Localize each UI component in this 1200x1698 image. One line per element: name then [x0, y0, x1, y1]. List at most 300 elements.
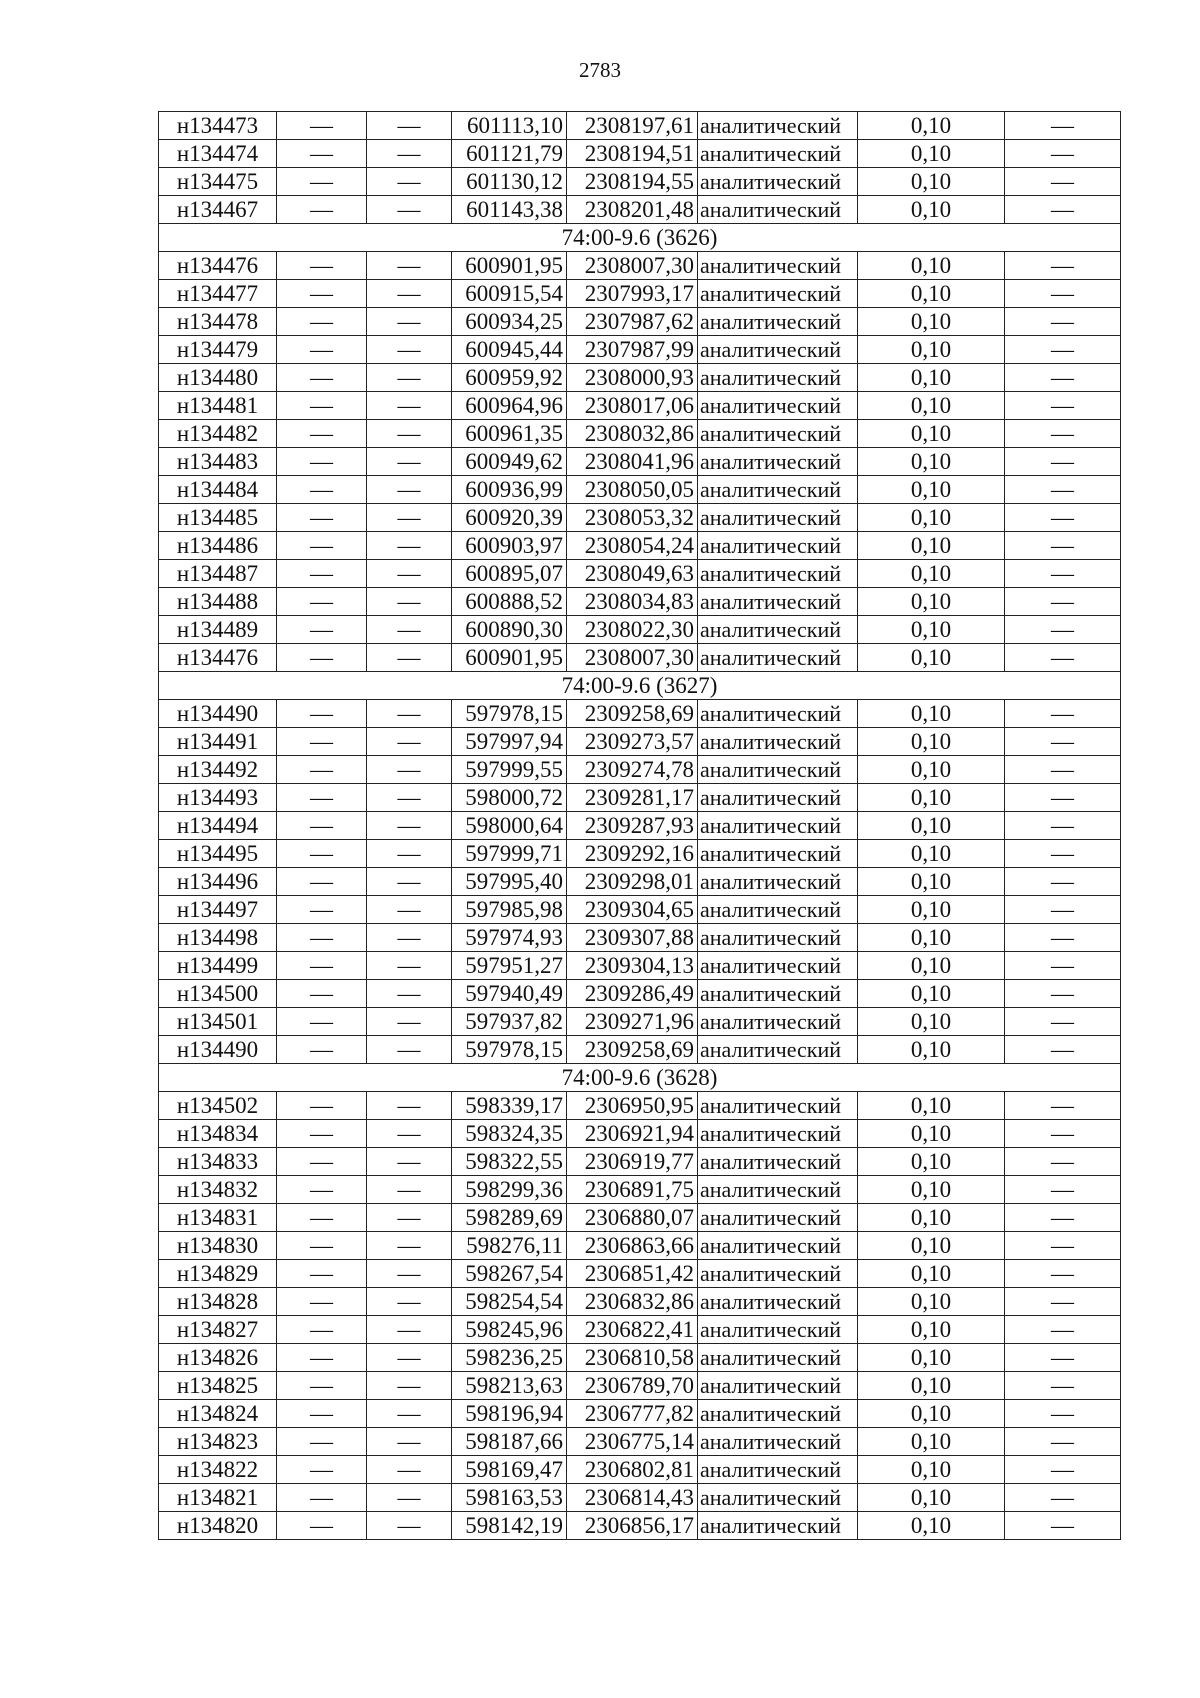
method-cell: аналитический — [698, 392, 858, 420]
point-cell: н134486 — [159, 532, 277, 560]
table-row — [159, 476, 1121, 504]
x-cell: 597997,94 — [452, 728, 567, 756]
y-cell: 2309274,78 — [567, 756, 698, 784]
y-cell: 2306802,81 — [567, 1456, 698, 1484]
table-row — [159, 980, 1121, 1008]
dash-cell: — — [277, 1344, 367, 1372]
method-cell: аналитический — [698, 1288, 858, 1316]
dash-cell: — — [367, 924, 452, 952]
x-cell: 601121,79 — [452, 140, 567, 168]
table-row — [159, 924, 1121, 952]
accuracy-cell: 0,10 — [858, 1232, 1005, 1260]
point-cell: н134474 — [159, 140, 277, 168]
table-row — [159, 196, 1121, 224]
table-row — [159, 560, 1121, 588]
point-cell: н134483 — [159, 448, 277, 476]
dash-cell: — — [367, 448, 452, 476]
point-cell: н134478 — [159, 308, 277, 336]
table-row — [159, 1428, 1121, 1456]
accuracy-cell: 0,10 — [858, 1484, 1005, 1512]
accuracy-cell: 0,10 — [858, 420, 1005, 448]
dash-cell: — — [367, 532, 452, 560]
dash-cell: — — [277, 252, 367, 280]
accuracy-cell: 0,10 — [858, 840, 1005, 868]
dash-cell: — — [277, 868, 367, 896]
x-cell: 597951,27 — [452, 952, 567, 980]
point-cell: н134821 — [159, 1484, 277, 1512]
method-cell: аналитический — [698, 784, 858, 812]
dash-cell: — — [367, 756, 452, 784]
x-cell: 600959,92 — [452, 364, 567, 392]
dash-cell: — — [1005, 168, 1121, 196]
x-cell: 598289,69 — [452, 1204, 567, 1232]
point-cell: н134482 — [159, 420, 277, 448]
accuracy-cell: 0,10 — [858, 868, 1005, 896]
accuracy-cell: 0,10 — [858, 1092, 1005, 1120]
table-body — [159, 112, 1121, 1540]
y-cell: 2306775,14 — [567, 1428, 698, 1456]
dash-cell: — — [1005, 1036, 1121, 1064]
dash-cell: — — [367, 252, 452, 280]
dash-cell: — — [1005, 1316, 1121, 1344]
accuracy-cell: 0,10 — [858, 952, 1005, 980]
dash-cell: — — [1005, 364, 1121, 392]
y-cell: 2308041,96 — [567, 448, 698, 476]
dash-cell: — — [277, 588, 367, 616]
point-cell: н134829 — [159, 1260, 277, 1288]
point-cell: н134499 — [159, 952, 277, 980]
dash-cell: — — [1005, 1344, 1121, 1372]
table-row — [159, 756, 1121, 784]
x-cell: 600920,39 — [452, 504, 567, 532]
point-cell: н134481 — [159, 392, 277, 420]
dash-cell: — — [277, 812, 367, 840]
x-cell: 601143,38 — [452, 196, 567, 224]
dash-cell: — — [367, 1008, 452, 1036]
table-row — [159, 168, 1121, 196]
dash-cell: — — [367, 1120, 452, 1148]
dash-cell: — — [367, 1176, 452, 1204]
table-row — [159, 1400, 1121, 1428]
y-cell: 2309258,69 — [567, 700, 698, 728]
accuracy-cell: 0,10 — [858, 588, 1005, 616]
dash-cell: — — [1005, 644, 1121, 672]
x-cell: 600964,96 — [452, 392, 567, 420]
y-cell: 2307993,17 — [567, 280, 698, 308]
point-cell: н134476 — [159, 252, 277, 280]
dash-cell: — — [1005, 392, 1121, 420]
accuracy-cell: 0,10 — [858, 1372, 1005, 1400]
y-cell: 2306822,41 — [567, 1316, 698, 1344]
accuracy-cell: 0,10 — [858, 196, 1005, 224]
method-cell: аналитический — [698, 1036, 858, 1064]
point-cell: н134473 — [159, 112, 277, 140]
accuracy-cell: 0,10 — [858, 784, 1005, 812]
dash-cell: — — [1005, 1008, 1121, 1036]
table-row — [159, 308, 1121, 336]
x-cell: 597978,15 — [452, 1036, 567, 1064]
dash-cell: — — [277, 896, 367, 924]
dash-cell: — — [277, 1204, 367, 1232]
y-cell: 2308194,51 — [567, 140, 698, 168]
method-cell: аналитический — [698, 420, 858, 448]
dash-cell: — — [367, 1512, 452, 1540]
dash-cell: — — [367, 1036, 452, 1064]
y-cell: 2306891,75 — [567, 1176, 698, 1204]
dash-cell: — — [1005, 756, 1121, 784]
x-cell: 598324,35 — [452, 1120, 567, 1148]
accuracy-cell: 0,10 — [858, 168, 1005, 196]
point-cell: н134494 — [159, 812, 277, 840]
table-row — [159, 1372, 1121, 1400]
dash-cell: — — [277, 1092, 367, 1120]
dash-cell: — — [277, 924, 367, 952]
method-cell: аналитический — [698, 532, 858, 560]
method-cell: аналитический — [698, 868, 858, 896]
y-cell: 2308000,93 — [567, 364, 698, 392]
dash-cell: — — [367, 308, 452, 336]
method-cell: аналитический — [698, 280, 858, 308]
dash-cell: — — [367, 980, 452, 1008]
accuracy-cell: 0,10 — [858, 448, 1005, 476]
point-cell: н134488 — [159, 588, 277, 616]
table-row — [159, 588, 1121, 616]
dash-cell: — — [367, 168, 452, 196]
method-cell: аналитический — [698, 112, 858, 140]
method-cell: аналитический — [698, 476, 858, 504]
accuracy-cell: 0,10 — [858, 896, 1005, 924]
x-cell: 597978,15 — [452, 700, 567, 728]
x-cell: 600945,44 — [452, 336, 567, 364]
y-cell: 2306863,66 — [567, 1232, 698, 1260]
point-cell: н134827 — [159, 1316, 277, 1344]
x-cell: 600961,35 — [452, 420, 567, 448]
method-cell: аналитический — [698, 756, 858, 784]
method-cell: аналитический — [698, 980, 858, 1008]
dash-cell: — — [277, 196, 367, 224]
dash-cell: — — [277, 728, 367, 756]
table-row — [159, 812, 1121, 840]
table-row — [159, 1344, 1121, 1372]
method-cell: аналитический — [698, 1204, 858, 1232]
dash-cell: — — [367, 896, 452, 924]
point-cell: н134828 — [159, 1288, 277, 1316]
y-cell: 2306919,77 — [567, 1148, 698, 1176]
dash-cell: — — [367, 1260, 452, 1288]
method-cell: аналитический — [698, 644, 858, 672]
method-cell: аналитический — [698, 1148, 858, 1176]
dash-cell: — — [367, 1400, 452, 1428]
dash-cell: — — [367, 1372, 452, 1400]
method-cell: аналитический — [698, 1456, 858, 1484]
point-cell: н134822 — [159, 1456, 277, 1484]
x-cell: 598236,25 — [452, 1344, 567, 1372]
dash-cell: — — [1005, 476, 1121, 504]
dash-cell: — — [367, 784, 452, 812]
accuracy-cell: 0,10 — [858, 924, 1005, 952]
dash-cell: — — [367, 700, 452, 728]
dash-cell: — — [277, 1120, 367, 1148]
x-cell: 598339,17 — [452, 1092, 567, 1120]
dash-cell: — — [367, 1316, 452, 1344]
method-cell: аналитический — [698, 1512, 858, 1540]
point-cell: н134491 — [159, 728, 277, 756]
y-cell: 2308054,24 — [567, 532, 698, 560]
dash-cell: — — [277, 1008, 367, 1036]
dash-cell: — — [277, 1176, 367, 1204]
table-row — [159, 616, 1121, 644]
point-cell: н134496 — [159, 868, 277, 896]
x-cell: 598142,19 — [452, 1512, 567, 1540]
coordinates-table — [158, 111, 1121, 1540]
accuracy-cell: 0,10 — [858, 140, 1005, 168]
table-row — [159, 504, 1121, 532]
dash-cell: — — [277, 1260, 367, 1288]
y-cell: 2309298,01 — [567, 868, 698, 896]
point-cell: н134479 — [159, 336, 277, 364]
dash-cell: — — [1005, 980, 1121, 1008]
dash-cell: — — [277, 1484, 367, 1512]
method-cell: аналитический — [698, 924, 858, 952]
table-row — [159, 1148, 1121, 1176]
dash-cell: — — [277, 980, 367, 1008]
point-cell: н134824 — [159, 1400, 277, 1428]
x-cell: 601130,12 — [452, 168, 567, 196]
accuracy-cell: 0,10 — [858, 1260, 1005, 1288]
x-cell: 601113,10 — [452, 112, 567, 140]
dash-cell: — — [367, 868, 452, 896]
dash-cell: — — [1005, 252, 1121, 280]
method-cell: аналитический — [698, 168, 858, 196]
dash-cell: — — [277, 784, 367, 812]
method-cell: аналитический — [698, 1400, 858, 1428]
accuracy-cell: 0,10 — [858, 1008, 1005, 1036]
section-row — [159, 672, 1121, 700]
point-cell: н134485 — [159, 504, 277, 532]
dash-cell: — — [367, 476, 452, 504]
y-cell: 2308017,06 — [567, 392, 698, 420]
table-row — [159, 728, 1121, 756]
y-cell: 2306880,07 — [567, 1204, 698, 1232]
point-cell: н134475 — [159, 168, 277, 196]
dash-cell: — — [277, 1428, 367, 1456]
accuracy-cell: 0,10 — [858, 476, 1005, 504]
x-cell: 600901,95 — [452, 644, 567, 672]
accuracy-cell: 0,10 — [858, 1316, 1005, 1344]
dash-cell: — — [277, 364, 367, 392]
table-row — [159, 1260, 1121, 1288]
dash-cell: — — [1005, 336, 1121, 364]
dash-cell: — — [277, 140, 367, 168]
y-cell: 2308022,30 — [567, 616, 698, 644]
dash-cell: — — [1005, 952, 1121, 980]
table-row — [159, 112, 1121, 140]
method-cell: аналитический — [698, 1092, 858, 1120]
dash-cell: — — [367, 728, 452, 756]
x-cell: 597999,55 — [452, 756, 567, 784]
dash-cell: — — [277, 448, 367, 476]
dash-cell: — — [277, 1456, 367, 1484]
accuracy-cell: 0,10 — [858, 1036, 1005, 1064]
point-cell: н134832 — [159, 1176, 277, 1204]
method-cell: аналитический — [698, 504, 858, 532]
accuracy-cell: 0,10 — [858, 336, 1005, 364]
point-cell: н134467 — [159, 196, 277, 224]
table-row — [159, 364, 1121, 392]
table-row — [159, 700, 1121, 728]
dash-cell: — — [367, 1484, 452, 1512]
dash-cell: — — [277, 952, 367, 980]
dash-cell: — — [1005, 448, 1121, 476]
y-cell: 2309286,49 — [567, 980, 698, 1008]
x-cell: 597985,98 — [452, 896, 567, 924]
dash-cell: — — [277, 700, 367, 728]
dash-cell: — — [367, 1148, 452, 1176]
method-cell: аналитический — [698, 1260, 858, 1288]
dash-cell: — — [367, 952, 452, 980]
accuracy-cell: 0,10 — [858, 532, 1005, 560]
dash-cell: — — [1005, 1176, 1121, 1204]
point-cell: н134490 — [159, 1036, 277, 1064]
y-cell: 2308007,30 — [567, 252, 698, 280]
x-cell: 597940,49 — [452, 980, 567, 1008]
dash-cell: — — [277, 1400, 367, 1428]
method-cell: аналитический — [698, 1316, 858, 1344]
method-cell: аналитический — [698, 1372, 858, 1400]
dash-cell: — — [1005, 812, 1121, 840]
table-row — [159, 1456, 1121, 1484]
y-cell: 2308197,61 — [567, 112, 698, 140]
y-cell: 2309304,65 — [567, 896, 698, 924]
dash-cell: — — [367, 112, 452, 140]
table-row — [159, 952, 1121, 980]
point-cell: н134487 — [159, 560, 277, 588]
point-cell: н134495 — [159, 840, 277, 868]
dash-cell: — — [1005, 532, 1121, 560]
dash-cell: — — [1005, 784, 1121, 812]
section-heading: 74:00-9.6 (3627) — [159, 672, 1121, 700]
y-cell: 2309287,93 — [567, 812, 698, 840]
y-cell: 2306856,17 — [567, 1512, 698, 1540]
point-cell: н134834 — [159, 1120, 277, 1148]
method-cell: аналитический — [698, 1232, 858, 1260]
dash-cell: — — [1005, 1120, 1121, 1148]
dash-cell: — — [367, 1092, 452, 1120]
dash-cell: — — [1005, 504, 1121, 532]
dash-cell: — — [1005, 896, 1121, 924]
table-row — [159, 420, 1121, 448]
point-cell: н134476 — [159, 644, 277, 672]
accuracy-cell: 0,10 — [858, 280, 1005, 308]
x-cell: 597937,82 — [452, 1008, 567, 1036]
dash-cell: — — [277, 336, 367, 364]
y-cell: 2308194,55 — [567, 168, 698, 196]
dash-cell: — — [367, 588, 452, 616]
point-cell: н134500 — [159, 980, 277, 1008]
dash-cell: — — [367, 812, 452, 840]
dash-cell: — — [1005, 560, 1121, 588]
dash-cell: — — [277, 1288, 367, 1316]
point-cell: н134823 — [159, 1428, 277, 1456]
dash-cell: — — [277, 840, 367, 868]
dash-cell: — — [277, 644, 367, 672]
dash-cell: — — [1005, 1512, 1121, 1540]
table-row — [159, 448, 1121, 476]
accuracy-cell: 0,10 — [858, 1148, 1005, 1176]
x-cell: 598000,64 — [452, 812, 567, 840]
accuracy-cell: 0,10 — [858, 1456, 1005, 1484]
table-row — [159, 1176, 1121, 1204]
x-cell: 600903,97 — [452, 532, 567, 560]
accuracy-cell: 0,10 — [858, 308, 1005, 336]
point-cell: н134833 — [159, 1148, 277, 1176]
point-cell: н134826 — [159, 1344, 277, 1372]
accuracy-cell: 0,10 — [858, 812, 1005, 840]
table-row — [159, 896, 1121, 924]
y-cell: 2306814,43 — [567, 1484, 698, 1512]
dash-cell: — — [277, 168, 367, 196]
method-cell: аналитический — [698, 196, 858, 224]
y-cell: 2309307,88 — [567, 924, 698, 952]
x-cell: 598213,63 — [452, 1372, 567, 1400]
point-cell: н134820 — [159, 1512, 277, 1540]
dash-cell: — — [1005, 1232, 1121, 1260]
x-cell: 600890,30 — [452, 616, 567, 644]
y-cell: 2308053,32 — [567, 504, 698, 532]
x-cell: 597999,71 — [452, 840, 567, 868]
dash-cell: — — [367, 196, 452, 224]
accuracy-cell: 0,10 — [858, 756, 1005, 784]
method-cell: аналитический — [698, 308, 858, 336]
dash-cell: — — [1005, 1400, 1121, 1428]
method-cell: аналитический — [698, 1120, 858, 1148]
dash-cell: — — [277, 1036, 367, 1064]
dash-cell: — — [367, 1204, 452, 1232]
y-cell: 2309292,16 — [567, 840, 698, 868]
method-cell: аналитический — [698, 588, 858, 616]
x-cell: 598276,11 — [452, 1232, 567, 1260]
accuracy-cell: 0,10 — [858, 392, 1005, 420]
dash-cell: — — [367, 1428, 452, 1456]
dash-cell: — — [1005, 420, 1121, 448]
point-cell: н134477 — [159, 280, 277, 308]
section-row — [159, 1064, 1121, 1092]
section-heading: 74:00-9.6 (3628) — [159, 1064, 1121, 1092]
dash-cell: — — [1005, 616, 1121, 644]
point-cell: н134489 — [159, 616, 277, 644]
point-cell: н134490 — [159, 700, 277, 728]
dash-cell: — — [1005, 1484, 1121, 1512]
page-number: 2783 — [579, 58, 621, 82]
table-row — [159, 336, 1121, 364]
x-cell: 600936,99 — [452, 476, 567, 504]
y-cell: 2309271,96 — [567, 1008, 698, 1036]
accuracy-cell: 0,10 — [858, 1512, 1005, 1540]
x-cell: 598187,66 — [452, 1428, 567, 1456]
method-cell: аналитический — [698, 1484, 858, 1512]
y-cell: 2308007,30 — [567, 644, 698, 672]
dash-cell: — — [1005, 280, 1121, 308]
dash-cell: — — [1005, 1260, 1121, 1288]
method-cell: аналитический — [698, 840, 858, 868]
point-cell: н134825 — [159, 1372, 277, 1400]
method-cell: аналитический — [698, 1428, 858, 1456]
dash-cell: — — [367, 280, 452, 308]
method-cell: аналитический — [698, 812, 858, 840]
method-cell: аналитический — [698, 336, 858, 364]
dash-cell: — — [277, 1148, 367, 1176]
point-cell: н134492 — [159, 756, 277, 784]
